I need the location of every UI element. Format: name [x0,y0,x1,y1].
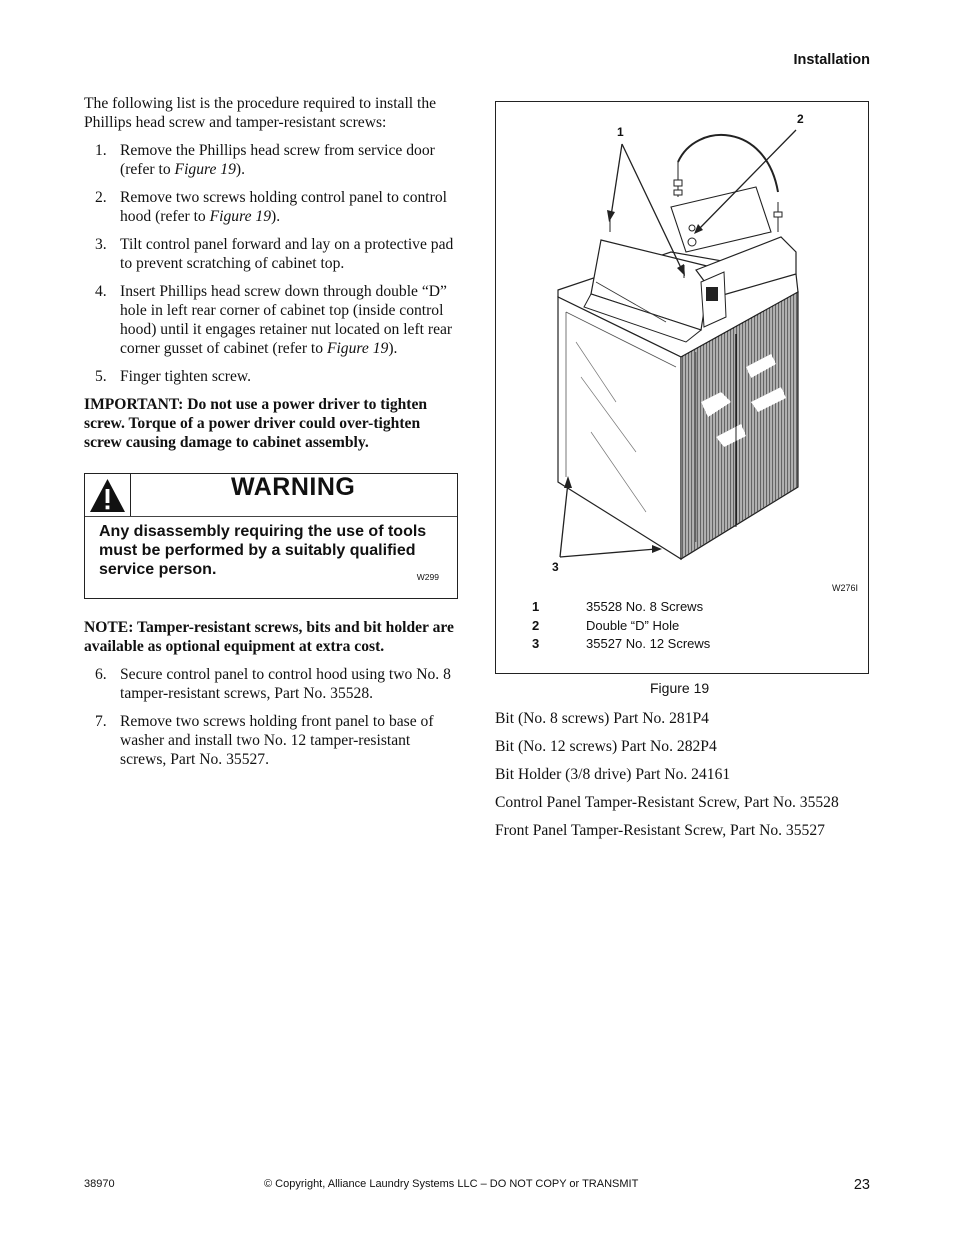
callout-3: 3 [552,560,559,574]
list-item: 7. Remove two screws holding front panel to base of washer and install two No. 12 tamper-resistant screws, Part No. 35527. [95,713,434,768]
procedure-column [84,94,460,778]
important-notice: IMPORTANT: Do not use a power driver to tighten screw. Torque of a power driver could over-tighten screw causing damage to cabinet assembly. [84,396,428,451]
warning-triangle-icon [85,474,131,516]
warning-title: WARNING [231,473,356,501]
figure-reference: Figure 19 [326,340,389,357]
note-paragraph: NOTE: Tamper-resistant screws, bits and bit holder are available as optional equipment at extra cost. [84,619,454,655]
intro-paragraph: The following list is the procedure required to install the Phillips head screw and tamper-resistant screws: [84,95,437,131]
list-item: 1. Remove the Phillips head screw from service door (refer to Figure 19). [95,142,435,178]
figure-reference: Figure 19 [174,161,236,178]
callout-1: 1 [617,125,624,139]
figure-code: W276I [831,583,858,593]
warning-text: Any disassembly requiring the use of tools must be performed by a suitably qualified service person. [99,523,427,578]
callout-2: 2 [797,112,804,126]
list-item: 6. Secure control panel to control hood using two No. 8 tamper-resistant screws, Part No. 35528. [95,666,451,702]
list-item: 2. Remove two screws holding control panel to control hood (refer to Figure 19). [95,189,447,225]
section-title: Installation [793,52,870,68]
figure-caption: Figure 19 [650,680,710,696]
list-item: Control Panel Tamper-Resistant Screw, Part No. 35528 [495,794,839,811]
steps-list-a [84,141,460,386]
parts-list [495,709,875,849]
warning-box [84,473,458,599]
figure-reference: Figure 19 [209,208,271,225]
warning-header [85,474,457,517]
list-item: Bit (No. 12 screws) Part No. 282P4 [495,738,717,755]
figure-19: 1 2 3 W276I 1 35528 No. 8 Screws 2 Double “D” Hole 3 35527 No. 12 Screws [495,101,869,674]
warning-code: W299 [416,572,439,582]
list-item: 5. Finger tighten screw. [95,368,252,385]
list-item: Bit (No. 8 screws) Part No. 281P4 [495,710,709,727]
page-number: 23 [853,1177,870,1193]
list-item: Front Panel Tamper-Resistant Screw, Part No. 35527 [495,822,825,839]
document-number: 38970 [84,1178,115,1190]
list-item: 4. Insert Phillips head screw down through double “D” hole in left rear corner of cabinet top (inside control hood) until it engages retainer nut located on left rear corner gusset of cabinet (refer to Figure 19). [95,283,453,357]
washer-illustration [496,102,868,582]
copyright-notice: © Copyright, Alliance Laundry Systems LLC – DO NOT COPY or TRANSMIT [264,1178,639,1190]
list-item: 3. Tilt control panel forward and lay on a protective pad to prevent scratching of cabinet top. [95,236,454,272]
list-item: Bit Holder (3/8 drive) Part No. 24161 [495,766,731,783]
steps-list-b [84,665,460,769]
